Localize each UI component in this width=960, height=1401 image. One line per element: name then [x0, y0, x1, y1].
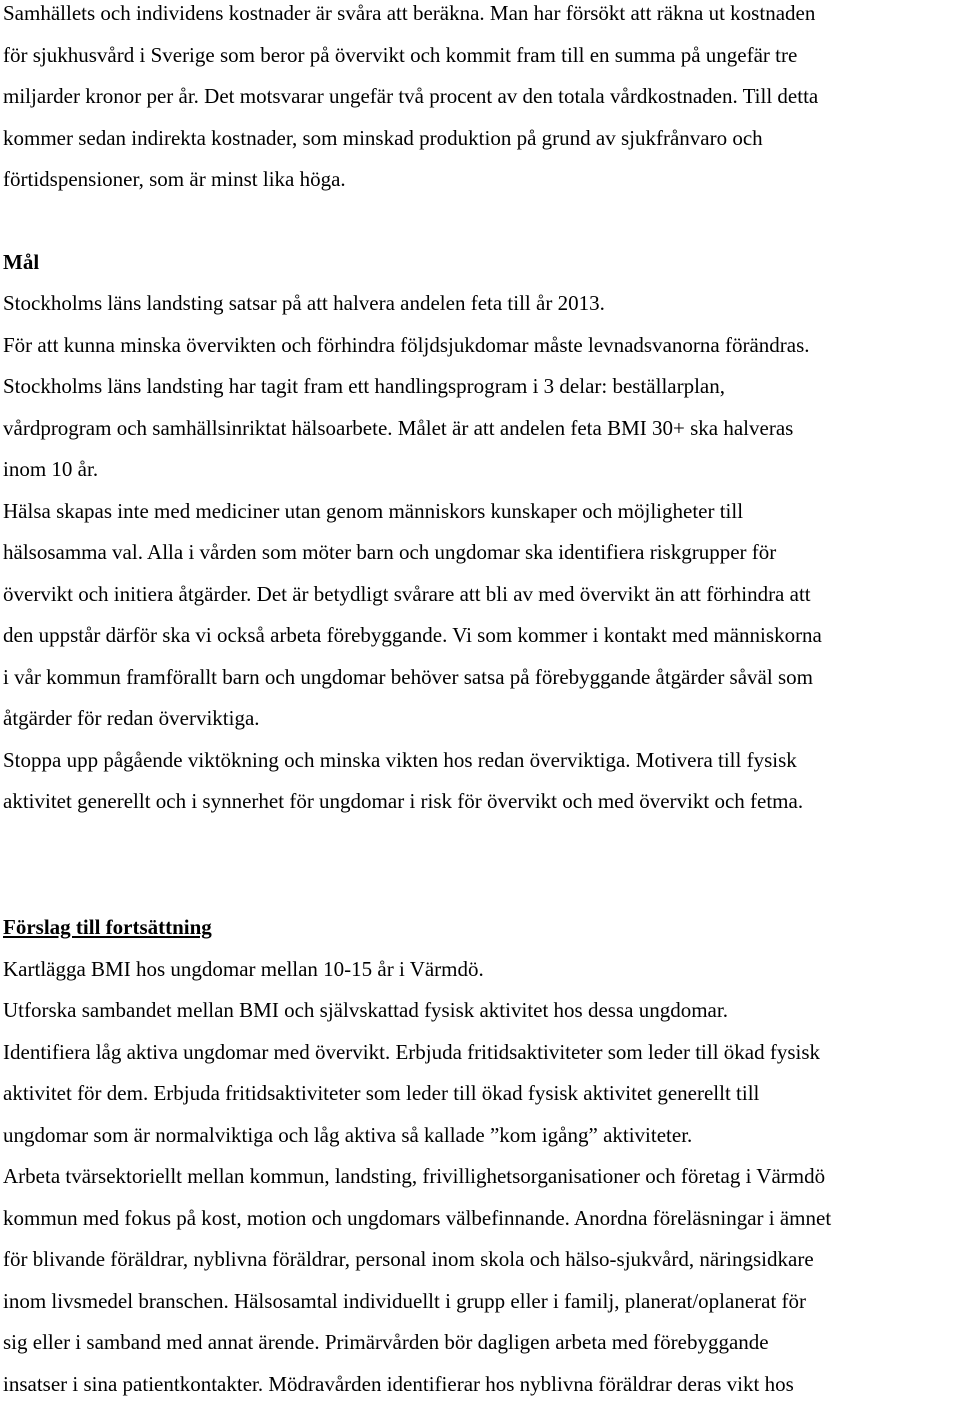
proposal-heading: Förslag till fortsättning — [3, 915, 212, 939]
intro-line-5: förtidspensioner, som är minst lika höga. — [3, 167, 346, 191]
proposal-line-5: ungdomar som är normalviktiga och låg aktiva så kallade ”kom igång” aktiviteter. — [3, 1123, 693, 1147]
goal-line-9: den uppstår därför ska vi också arbeta förebyggande. Vi som kommer i kontakt med människorna — [3, 623, 822, 647]
goal-line-8: övervikt och initiera åtgärder. Det är betydligt svårare att bli av med övervikt än att förhindra att — [3, 582, 811, 606]
goal-line-4: vårdprogram och samhällsinriktat hälsoarbete. Målet är att andelen feta BMI 30+ ska halveras — [3, 416, 794, 440]
proposal-line-2: Utforska sambandet mellan BMI och självskattad fysisk aktivitet hos dessa ungdomar. — [3, 998, 728, 1022]
goal-heading: Mål — [3, 250, 40, 274]
intro-line-1: Samhällets och individens kostnader är svåra att beräkna. Man har försökt att räkna ut kostnaden — [3, 1, 816, 25]
proposal-line-9: inom livsmedel branschen. Hälsosamtal individuellt i grupp eller i familj, planerat/oplanerat för — [3, 1289, 807, 1313]
goal-line-6: Hälsa skapas inte med mediciner utan genom människors kunskaper och möjligheter till — [3, 499, 744, 523]
intro-line-3: miljarder kronor per år. Det motsvarar ungefär två procent av den totala vårdkostnaden. Till detta — [3, 84, 819, 108]
proposal-line-3: Identifiera låg aktiva ungdomar med övervikt. Erbjuda fritidsaktiviteter som leder till ökad fysisk — [3, 1040, 821, 1064]
goal-line-3: Stockholms läns landsting har tagit fram ett handlingsprogram i 3 delar: beställarplan, — [3, 374, 725, 398]
goal-line-7: hälsosamma val. Alla i vården som möter barn och ungdomar ska identifiera riskgrupper för — [3, 540, 777, 564]
proposal-line-11: insatser i sina patientkontakter. Mödravården identifierar hos nyblivna föräldrar deras vikt hos — [3, 1372, 794, 1396]
goal-line-13: aktivitet generellt och i synnerhet för ungdomar i risk för övervikt och med övervikt och fetma. — [3, 789, 804, 813]
proposal-line-4: aktivitet för dem. Erbjuda fritidsaktiviteter som leder till ökad fysisk aktivitet generellt till — [3, 1081, 760, 1105]
goal-line-1: Stockholms läns landsting satsar på att halvera andelen feta till år 2013. — [3, 291, 605, 315]
proposal-line-6: Arbeta tvärsektoriellt mellan kommun, landsting, frivillighetsorganisationer och företag i Värmdö — [3, 1164, 826, 1188]
intro-line-2: för sjukhusvård i Sverige som beror på övervikt och kommit fram till en summa på ungefär tre — [3, 43, 798, 67]
proposal-line-7: kommun med fokus på kost, motion och ungdomars välbefinnande. Anordna föreläsningar i ämnet — [3, 1206, 832, 1230]
proposal-line-10: sig eller i samband med annat ärende. Primärvården bör dagligen arbeta med förebyggande — [3, 1330, 769, 1354]
goal-line-11: åtgärder för redan överviktiga. — [3, 706, 260, 730]
intro-line-4: kommer sedan indirekta kostnader, som minskad produktion på grund av sjukfrånvaro och — [3, 126, 763, 150]
goal-line-12: Stoppa upp pågående viktökning och minska vikten hos redan överviktiga. Motivera till fysisk — [3, 748, 797, 772]
goal-line-2: För att kunna minska övervikten och förhindra följdsjukdomar måste levnadsvanorna förändras. — [3, 333, 810, 357]
goal-line-5: inom 10 år. — [3, 457, 99, 481]
proposal-line-8: för blivande föräldrar, nyblivna föräldrar, personal inom skola och hälso-sjukvård, näringsidkare — [3, 1247, 814, 1271]
proposal-line-1: Kartlägga BMI hos ungdomar mellan 10-15 år i Värmdö. — [3, 957, 484, 981]
goal-line-10: i vår kommun framförallt barn och ungdomar behöver satsa på förebyggande åtgärder såväl som — [3, 665, 813, 689]
